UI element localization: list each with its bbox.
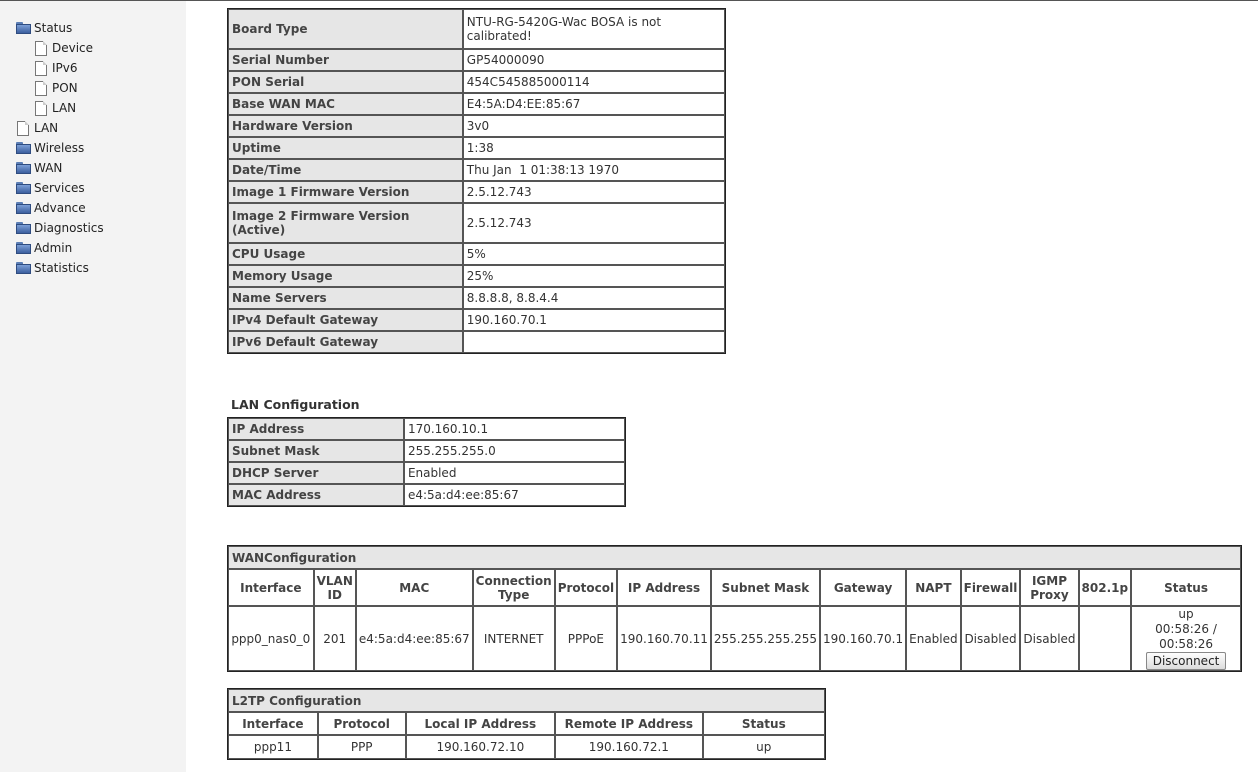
row-value: E4:5A:D4:EE:85:67: [463, 93, 725, 115]
row-key: IPv4 Default Gateway: [228, 309, 463, 331]
row-value: 2.5.12.743: [463, 181, 725, 203]
sidebar-item-device[interactable]: [35, 38, 93, 58]
sidebar-item-services[interactable]: [16, 178, 85, 198]
cell-igmp-proxy: Disabled: [1020, 606, 1078, 671]
column-header: IGMP Proxy: [1020, 569, 1078, 606]
row-key: Subnet Mask: [228, 440, 404, 462]
cell-local-ip: 190.160.72.10: [406, 735, 556, 759]
sidebar-item-label: LAN: [52, 101, 77, 115]
table-row: [228, 484, 625, 506]
table-row: [228, 462, 625, 484]
system-info-table: [227, 8, 726, 354]
row-value: 255.255.255.0: [404, 440, 625, 462]
column-header: MAC: [356, 569, 473, 606]
row-value: 3v0: [463, 115, 725, 137]
row-key: IP Address: [228, 418, 404, 440]
table-row: [228, 115, 725, 137]
table-row: [228, 9, 725, 49]
column-header: Status: [703, 712, 825, 735]
column-header: Status: [1131, 569, 1241, 606]
row-key: Board Type: [228, 9, 463, 49]
sidebar-item-label: LAN: [34, 121, 59, 135]
column-header: Local IP Address: [406, 712, 556, 735]
sidebar-item-wan[interactable]: [16, 158, 62, 178]
cell-status: up: [703, 735, 825, 759]
column-header: Protocol: [555, 569, 617, 606]
table-row: [228, 203, 725, 243]
column-header: Protocol: [318, 712, 406, 735]
sidebar-item-wireless[interactable]: [16, 138, 84, 158]
sidebar-item-admin[interactable]: [16, 238, 72, 258]
cell-napt: Enabled: [906, 606, 961, 671]
row-value: 170.160.10.1: [404, 418, 625, 440]
table-header-row: [228, 569, 1241, 606]
table-row: [228, 287, 725, 309]
page-icon: [35, 81, 47, 96]
sidebar-item-diagnostics[interactable]: [16, 218, 104, 238]
row-key: Image 2 Firmware Version (Active): [228, 203, 463, 243]
page-icon: [35, 41, 47, 56]
row-value: 1:38: [463, 137, 725, 159]
top-border: [0, 0, 1258, 1]
sidebar-item-label: Statistics: [34, 261, 89, 275]
row-value: [463, 331, 725, 353]
row-key: Image 1 Firmware Version: [228, 181, 463, 203]
cell-remote-ip: 190.160.72.1: [555, 735, 702, 759]
row-value: 190.160.70.1: [463, 309, 725, 331]
sidebar-item-status[interactable]: [16, 18, 72, 38]
row-value: e4:5a:d4:ee:85:67: [404, 484, 625, 506]
sidebar-item-status-lan[interactable]: [35, 98, 76, 118]
row-key: Name Servers: [228, 287, 463, 309]
table-row: [228, 440, 625, 462]
cell-gateway: 190.160.70.1: [820, 606, 906, 671]
row-key: Uptime: [228, 137, 463, 159]
column-header: VLAN ID: [314, 569, 356, 606]
row-value: Thu Jan 1 01:38:13 1970: [463, 159, 725, 181]
row-key: Serial Number: [228, 49, 463, 71]
column-header: Remote IP Address: [555, 712, 702, 735]
column-header: 802.1p: [1079, 569, 1132, 606]
folder-icon: [16, 202, 32, 215]
row-key: MAC Address: [228, 484, 404, 506]
table-row: [228, 243, 725, 265]
folder-icon: [16, 242, 32, 255]
cell-mac: e4:5a:d4:ee:85:67: [356, 606, 473, 671]
sidebar-item-label: Device: [52, 41, 94, 55]
sidebar-item-pon[interactable]: [35, 78, 78, 98]
table-row: [228, 309, 725, 331]
row-value: 5%: [463, 243, 725, 265]
disconnect-button[interactable]: Disconnect: [1146, 652, 1227, 670]
row-key: IPv6 Default Gateway: [228, 331, 463, 353]
table-row: [228, 331, 725, 353]
l2tp-config-table: [227, 688, 826, 760]
cell-interface: ppp11: [228, 735, 318, 759]
row-key: Hardware Version: [228, 115, 463, 137]
column-header: Interface: [228, 712, 318, 735]
cell-status: [1131, 606, 1241, 671]
sidebar-item-label: Services: [34, 181, 85, 195]
sidebar-nav: [0, 1, 186, 772]
table-row: [228, 181, 725, 203]
table-row: [228, 265, 725, 287]
folder-icon: [16, 162, 32, 175]
row-key: Date/Time: [228, 159, 463, 181]
column-header: Firewall: [961, 569, 1021, 606]
row-value: 2.5.12.743: [463, 203, 725, 243]
sidebar-item-statistics[interactable]: [16, 258, 89, 278]
cell-ip-address: 190.160.70.11: [617, 606, 711, 671]
column-header: Interface: [228, 569, 314, 606]
cell-vlan-id: 201: [314, 606, 356, 671]
sidebar-item-label: WAN: [34, 161, 63, 175]
row-key: DHCP Server: [228, 462, 404, 484]
cell-firewall: Disabled: [961, 606, 1021, 671]
table-caption-row: [228, 689, 825, 712]
cell-interface: ppp0_nas0_0: [228, 606, 314, 671]
cell-protocol: PPP: [318, 735, 406, 759]
column-header: NAPT: [906, 569, 961, 606]
table-caption-row: [228, 546, 1241, 569]
sidebar-item-lan[interactable]: [17, 118, 58, 138]
folder-icon: [16, 222, 32, 235]
sidebar-item-label: Advance: [34, 201, 86, 215]
row-key: PON Serial: [228, 71, 463, 93]
sidebar-item-label: IPv6: [52, 61, 78, 75]
row-value: NTU-RG-5420G-Wac BOSA is not calibrated!: [463, 9, 725, 49]
sidebar-item-label: Status: [34, 21, 73, 35]
row-key: Memory Usage: [228, 265, 463, 287]
table-header-row: [228, 712, 825, 735]
page-icon: [35, 61, 47, 76]
folder-icon: [16, 22, 32, 35]
table-row: [228, 93, 725, 115]
column-header: IP Address: [617, 569, 711, 606]
sidebar-item-label: Admin: [34, 241, 73, 255]
sidebar-item-label: Diagnostics: [34, 221, 104, 235]
folder-icon: [16, 142, 32, 155]
table-row: [228, 71, 725, 93]
table-row: [228, 137, 725, 159]
folder-icon: [16, 182, 32, 195]
wan-config-title: WANConfiguration: [228, 546, 1241, 569]
sidebar-item-label: Wireless: [34, 141, 85, 155]
l2tp-config-title: L2TP Configuration: [228, 689, 825, 712]
row-value: GP54000090: [463, 49, 725, 71]
row-value: 454C545885000114: [463, 71, 725, 93]
row-value: Enabled: [404, 462, 625, 484]
folder-icon: [16, 262, 32, 275]
row-value: 25%: [463, 265, 725, 287]
row-key: Base WAN MAC: [228, 93, 463, 115]
cell-subnet-mask: 255.255.255.255: [711, 606, 820, 671]
column-header: Subnet Mask: [711, 569, 820, 606]
page-icon: [17, 121, 29, 136]
cell-protocol: PPPoE: [555, 606, 617, 671]
cell-8021p: [1079, 606, 1132, 671]
table-row: [228, 159, 725, 181]
table-row: [228, 735, 825, 759]
table-row: [228, 418, 625, 440]
table-row: [228, 49, 725, 71]
sidebar-item-label: PON: [52, 81, 78, 95]
lan-config-table: [227, 417, 626, 507]
row-value: 8.8.8.8, 8.8.4.4: [463, 287, 725, 309]
lan-config-title: LAN Configuration: [231, 397, 360, 412]
sidebar-item-advance[interactable]: [16, 198, 86, 218]
table-row: [228, 606, 1241, 671]
wan-config-table: [227, 545, 1242, 672]
sidebar-item-ipv6[interactable]: [35, 58, 78, 78]
uptime-text: 00:58:26 / 00:58:26: [1155, 622, 1217, 651]
page-icon: [35, 101, 47, 116]
column-header: Gateway: [820, 569, 906, 606]
status-text: up: [1178, 607, 1194, 621]
row-key: CPU Usage: [228, 243, 463, 265]
cell-connection-type: INTERNET: [473, 606, 555, 671]
column-header: Connection Type: [473, 569, 555, 606]
